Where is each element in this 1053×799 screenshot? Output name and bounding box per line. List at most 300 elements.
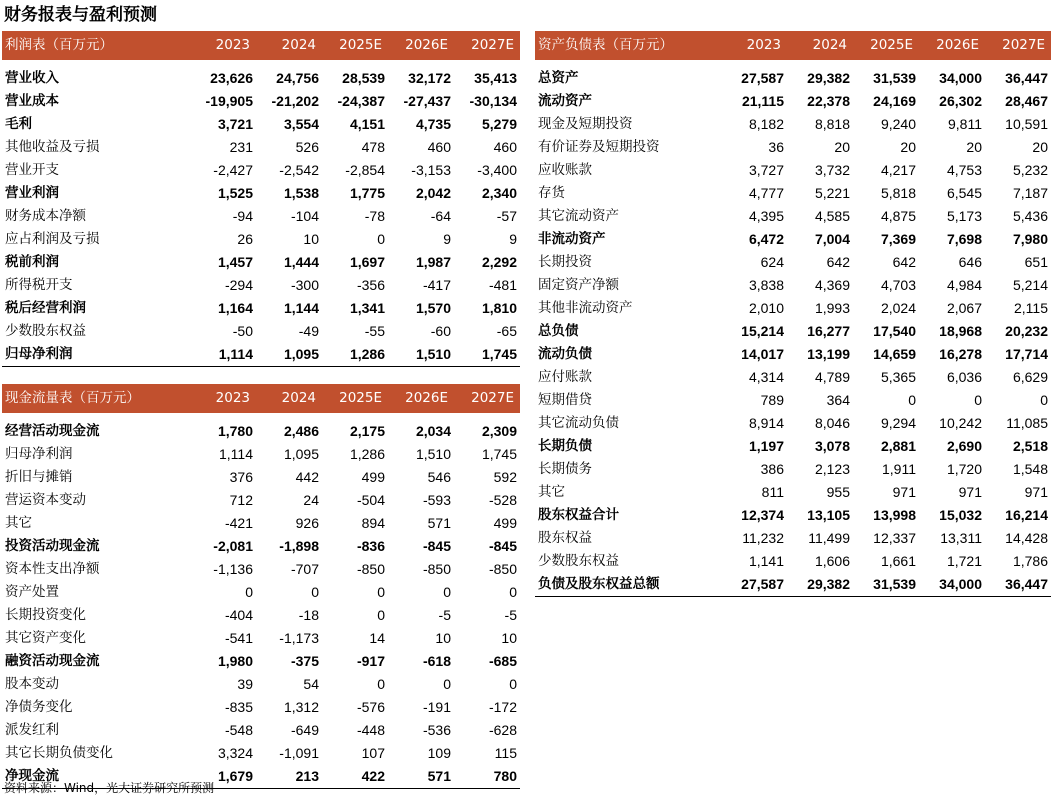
row-value: 34,000 [919,573,985,597]
row-value: 4,369 [814,277,850,293]
row-value: 1,197 [748,438,784,454]
row-value: 1,114 [190,343,256,367]
table-row [2,673,520,696]
row-value: 1,444 [283,254,319,270]
row-value: 1,570 [415,300,451,316]
row-label: 长期负债 [538,438,592,454]
row-label: 归母净利润 [2,343,190,367]
year-header: 2025E [322,384,388,413]
row-value: 10,242 [939,415,982,431]
row-value: 0 [509,676,517,692]
row-value: 646 [958,254,982,270]
row-value: 10 [303,231,319,247]
row-value: 0 [311,584,319,600]
row-value: -504 [356,492,385,508]
cashflow-statement-table [2,384,520,789]
row-value: 20,232 [1005,323,1048,339]
row-value: 0 [443,676,451,692]
row-value: 1,095 [283,446,319,462]
row-value: 0 [1040,392,1048,408]
row-value: 1,538 [283,185,319,201]
row-value: 1,510 [415,446,451,462]
row-value: 28,467 [1005,93,1048,109]
table-row [535,481,1051,504]
row-value: -481 [488,277,517,293]
table-row [535,389,1051,412]
table-row [2,489,520,512]
row-value: 0 [974,392,982,408]
row-label: 长期投资 [538,254,592,270]
row-label: 总资产 [538,70,579,86]
row-label: 归母净利润 [5,446,73,462]
row-value: 460 [427,139,451,155]
row-label: 负债及股东权益总额 [535,573,721,597]
year-header: 2023 [190,31,256,60]
row-value: 1,286 [349,446,385,462]
row-value: 11,085 [1006,415,1048,431]
row-value: 0 [509,584,517,600]
year-header: 2023 [721,31,787,60]
row-value: -65 [496,323,517,339]
row-value: 10 [501,630,517,646]
balance-header-row [535,31,1051,60]
row-value: -448 [356,722,385,738]
row-value: 2,881 [880,438,916,454]
row-value: -2,427 [213,162,253,178]
row-value: -50 [232,323,253,339]
row-value: 1,980 [217,653,253,669]
table-row [535,458,1051,481]
row-value: 18,968 [939,323,982,339]
row-label: 投资活动现金流 [5,538,100,554]
row-value: -27,437 [403,93,451,109]
row-value: 14,659 [873,346,916,362]
row-value: 4,777 [748,185,784,201]
year-header: 2026E [388,31,454,60]
row-value: 9 [443,231,451,247]
row-value: 971 [958,484,982,500]
row-value: -3,400 [477,162,517,178]
row-value: -60 [430,323,451,339]
table-row [2,466,520,489]
row-label: 有价证券及短期投资 [538,139,660,155]
row-label: 股东权益 [538,530,592,546]
row-label: 营业成本 [5,93,59,109]
row-value: 54 [303,676,319,692]
row-value: -707 [290,561,319,577]
row-label: 长期债务 [538,461,592,477]
row-label: 流动资产 [538,93,592,109]
row-value: 364 [826,392,850,408]
table-row [2,136,520,159]
row-value: 3,838 [748,277,784,293]
row-value: 34,000 [939,70,982,86]
row-value: -685 [488,653,517,669]
row-value: 12,374 [741,507,784,523]
row-value: 5,232 [1012,162,1048,178]
row-value: 0 [377,231,385,247]
row-value: 442 [295,469,319,485]
table-row [2,627,520,650]
year-header: 2024 [256,384,322,413]
row-value: 4,984 [946,277,982,293]
row-value: 213 [256,765,322,789]
row-value: 1,987 [415,254,451,270]
row-value: 1,661 [880,553,916,569]
row-value: 4,217 [880,162,916,178]
row-value: 460 [493,139,517,155]
row-value: 8,182 [748,116,784,132]
row-label: 资本性支出净额 [5,561,100,577]
row-label: 流动负债 [538,346,592,362]
row-value: 5,214 [1012,277,1048,293]
row-value: 11,232 [742,530,784,546]
table-row [2,251,520,274]
row-value: 7,369 [880,231,916,247]
row-value: 546 [427,469,451,485]
row-value: 2,518 [1012,438,1048,454]
row-value: 16,278 [939,346,982,362]
row-value: -618 [422,653,451,669]
row-value: 20 [900,139,916,155]
row-value: 24,756 [276,70,319,86]
table-row [2,320,520,343]
spacer-row [2,413,520,420]
row-value: -49 [298,323,319,339]
row-value: 422 [322,765,388,789]
row-value: 4,703 [880,277,916,293]
row-value: 9 [509,231,517,247]
row-label: 现金及短期投资 [538,116,633,132]
table-row [2,581,520,604]
table-row [535,251,1051,274]
row-value: 5,221 [814,185,850,201]
year-header: 2027E [454,384,520,413]
row-value: -3,153 [411,162,451,178]
table-row [535,274,1051,297]
row-value: 1,164 [217,300,253,316]
year-header: 2024 [787,31,853,60]
row-label: 股本变动 [5,676,59,692]
row-value: 36 [768,139,784,155]
row-value: 780 [454,765,520,789]
row-value: -1,173 [279,630,319,646]
table-row [2,512,520,535]
row-value: 109 [427,745,451,761]
row-value: -294 [224,277,253,293]
table-row [535,435,1051,458]
row-value: -191 [422,699,451,715]
row-value: 0 [245,584,253,600]
row-value: 4,753 [946,162,982,178]
row-value: -850 [422,561,451,577]
row-value: 0 [377,584,385,600]
row-value: 894 [361,515,385,531]
row-value: -404 [224,607,253,623]
row-label: 总负债 [538,323,579,339]
row-value: 1,525 [217,185,253,201]
table-row [535,527,1051,550]
row-value: -375 [290,653,319,669]
row-value: 2,042 [415,185,451,201]
row-value: 22,378 [807,93,850,109]
row-value: 1,721 [946,553,982,569]
row-label: 派发红利 [5,722,59,738]
row-value: 1,286 [322,343,388,367]
row-value: 17,714 [1005,346,1048,362]
row-value: 499 [493,515,517,531]
row-value: 386 [760,461,784,477]
table-row [535,366,1051,389]
row-value: 926 [295,515,319,531]
row-value: -628 [488,722,517,738]
row-value: 31,539 [853,573,919,597]
row-value: 1,141 [748,553,784,569]
row-value: 4,151 [349,116,385,132]
row-value: 6,629 [1012,369,1048,385]
row-value: -850 [356,561,385,577]
row-value: 624 [760,254,784,270]
row-value: 36,447 [985,573,1051,597]
row-value: 107 [361,745,385,761]
row-label: 其它流动负债 [538,415,619,431]
row-label: 税后经营利润 [5,300,86,316]
table-row [535,504,1051,527]
row-label: 长期投资变化 [5,607,86,623]
row-value: 1,114 [219,446,253,462]
row-value: -1,136 [213,561,253,577]
row-value: 35,413 [474,70,517,86]
row-value: 7,980 [1012,231,1048,247]
row-value: 971 [892,484,916,500]
table-row [2,67,520,90]
row-value: 1,697 [349,254,385,270]
row-label: 少数股东权益 [5,323,86,339]
table-row [535,159,1051,182]
row-label: 非流动资产 [538,231,606,247]
row-value: 789 [760,392,784,408]
row-value: 27,587 [721,573,787,597]
row-value: 13,199 [807,346,850,362]
table-row [535,573,1051,597]
row-value: 8,818 [814,116,850,132]
row-value: 6,036 [946,369,982,385]
row-value: 9,240 [880,116,916,132]
row-value: 1,720 [946,461,982,477]
row-value: 16,214 [1005,507,1048,523]
row-label: 营业收入 [5,70,59,86]
row-value: 3,324 [217,745,253,761]
row-value: 2,067 [946,300,982,316]
table-row [535,182,1051,205]
row-value: -528 [488,492,517,508]
row-label: 折旧与摊销 [5,469,73,485]
row-value: 5,818 [880,185,916,201]
row-value: 14,017 [741,346,784,362]
row-value: 11,499 [808,530,850,546]
row-value: 2,309 [481,423,517,439]
row-value: -836 [356,538,385,554]
row-value: 0 [377,676,385,692]
table-row [2,343,520,367]
row-value: -78 [364,208,385,224]
row-value: 571 [427,515,451,531]
table-row [2,696,520,719]
row-value: 1,548 [1012,461,1048,477]
row-value: 4,395 [748,208,784,224]
row-value: 1,911 [882,461,916,477]
page-title: 财务报表与盈利预测 [4,5,157,25]
row-value: 2,175 [349,423,385,439]
row-value: -300 [290,277,319,293]
row-value: -172 [488,699,517,715]
row-value: -57 [496,208,517,224]
row-label: 其它 [5,515,32,531]
row-label: 毛利 [5,116,32,132]
row-label: 净现金流 [2,765,190,789]
table-row [535,113,1051,136]
row-value: -835 [224,699,253,715]
row-value: 16,277 [807,323,850,339]
row-value: 1,780 [217,423,253,439]
row-value: 642 [826,254,850,270]
year-header: 2025E [322,31,388,60]
row-value: -845 [488,538,517,554]
income-table-title: 利润表（百万元） [2,31,190,60]
row-value: -104 [290,208,319,224]
row-value: 1,745 [481,446,517,462]
spacer-row [2,60,520,67]
income-statement-table [2,31,520,367]
row-label: 财务成本净额 [5,208,86,224]
year-header: 2027E [985,31,1051,60]
row-value: 7,698 [946,231,982,247]
row-value: 20 [834,139,850,155]
table-row [535,205,1051,228]
row-value: 32,172 [408,70,451,86]
row-value: 14 [369,630,385,646]
table-row [2,443,520,466]
row-value: 2,034 [415,423,451,439]
row-value: 5,365 [880,369,916,385]
row-value: 4,585 [814,208,850,224]
row-value: -18 [298,607,319,623]
row-value: 592 [493,469,517,485]
row-value: 15,214 [741,323,784,339]
balance-table-title: 资产负债表（百万元） [535,31,721,60]
row-value: 1,341 [349,300,385,316]
table-row [535,320,1051,343]
row-value: 13,998 [873,507,916,523]
row-value: 1,993 [814,300,850,316]
row-value: 2,340 [481,185,517,201]
row-label: 税前利润 [5,254,59,270]
income-header-row [2,31,520,60]
row-value: 20 [1032,139,1048,155]
row-label: 其它资产变化 [5,630,86,646]
row-value: 651 [1024,254,1048,270]
row-value: 20 [966,139,982,155]
row-value: 29,382 [787,573,853,597]
row-value: 10 [435,630,451,646]
row-label: 净债务变化 [5,699,73,715]
row-value: 24,169 [873,93,916,109]
row-value: -850 [488,561,517,577]
source-note: 资料来源：Wind，光大证券研究所预测 [4,781,215,795]
row-value: -576 [356,699,385,715]
row-value: 23,626 [210,70,253,86]
row-value: -21,202 [271,93,319,109]
row-value: 6,545 [946,185,982,201]
cashflow-header-row [2,384,520,413]
table-row [2,719,520,742]
table-row [2,535,520,558]
row-value: -421 [224,515,253,531]
year-header: 2024 [256,31,322,60]
table-row [535,297,1051,320]
row-value: 4,735 [415,116,451,132]
row-value: 7,004 [814,231,850,247]
year-header: 2026E [388,384,454,413]
row-label: 营运资本变动 [5,492,86,508]
row-value: 8,046 [814,415,850,431]
table-row [535,67,1051,90]
row-value: 27,587 [741,70,784,86]
row-value: 2,123 [814,461,850,477]
row-value: 955 [826,484,850,500]
year-header: 2025E [853,31,919,60]
row-label: 固定资产净额 [538,277,619,293]
row-value: 0 [377,607,385,623]
row-value: -5 [438,607,451,623]
row-value: 5,436 [1012,208,1048,224]
row-value: 8,914 [748,415,784,431]
row-value: 811 [761,484,784,500]
row-value: 526 [295,139,319,155]
row-value: 21,115 [741,93,784,109]
row-value: 2,010 [748,300,784,316]
row-value: 28,539 [342,70,385,86]
row-value: 9,811 [948,116,982,132]
row-value: 3,721 [217,116,253,132]
row-label: 其他非流动资产 [538,300,633,316]
row-label: 其它 [538,484,565,500]
row-value: 1,095 [256,343,322,367]
row-value: -917 [356,653,385,669]
row-value: -55 [364,323,385,339]
row-label: 应付账款 [538,369,592,385]
table-row [2,90,520,113]
table-row [2,274,520,297]
table-row [535,228,1051,251]
row-value: -1,091 [279,745,319,761]
spacer-row [535,60,1051,67]
row-value: 6,472 [748,231,784,247]
table-row [2,650,520,673]
row-value: -593 [422,492,451,508]
row-value: 3,554 [283,116,319,132]
row-value: 478 [361,139,385,155]
row-value: 1,457 [217,254,253,270]
row-value: -5 [504,607,517,623]
row-value: 4,875 [880,208,916,224]
row-label: 存货 [538,185,565,201]
row-value: 1,510 [388,343,454,367]
table-row [2,159,520,182]
row-value: 3,078 [814,438,850,454]
row-value: 1,786 [1012,553,1048,569]
row-value: 26 [237,231,253,247]
